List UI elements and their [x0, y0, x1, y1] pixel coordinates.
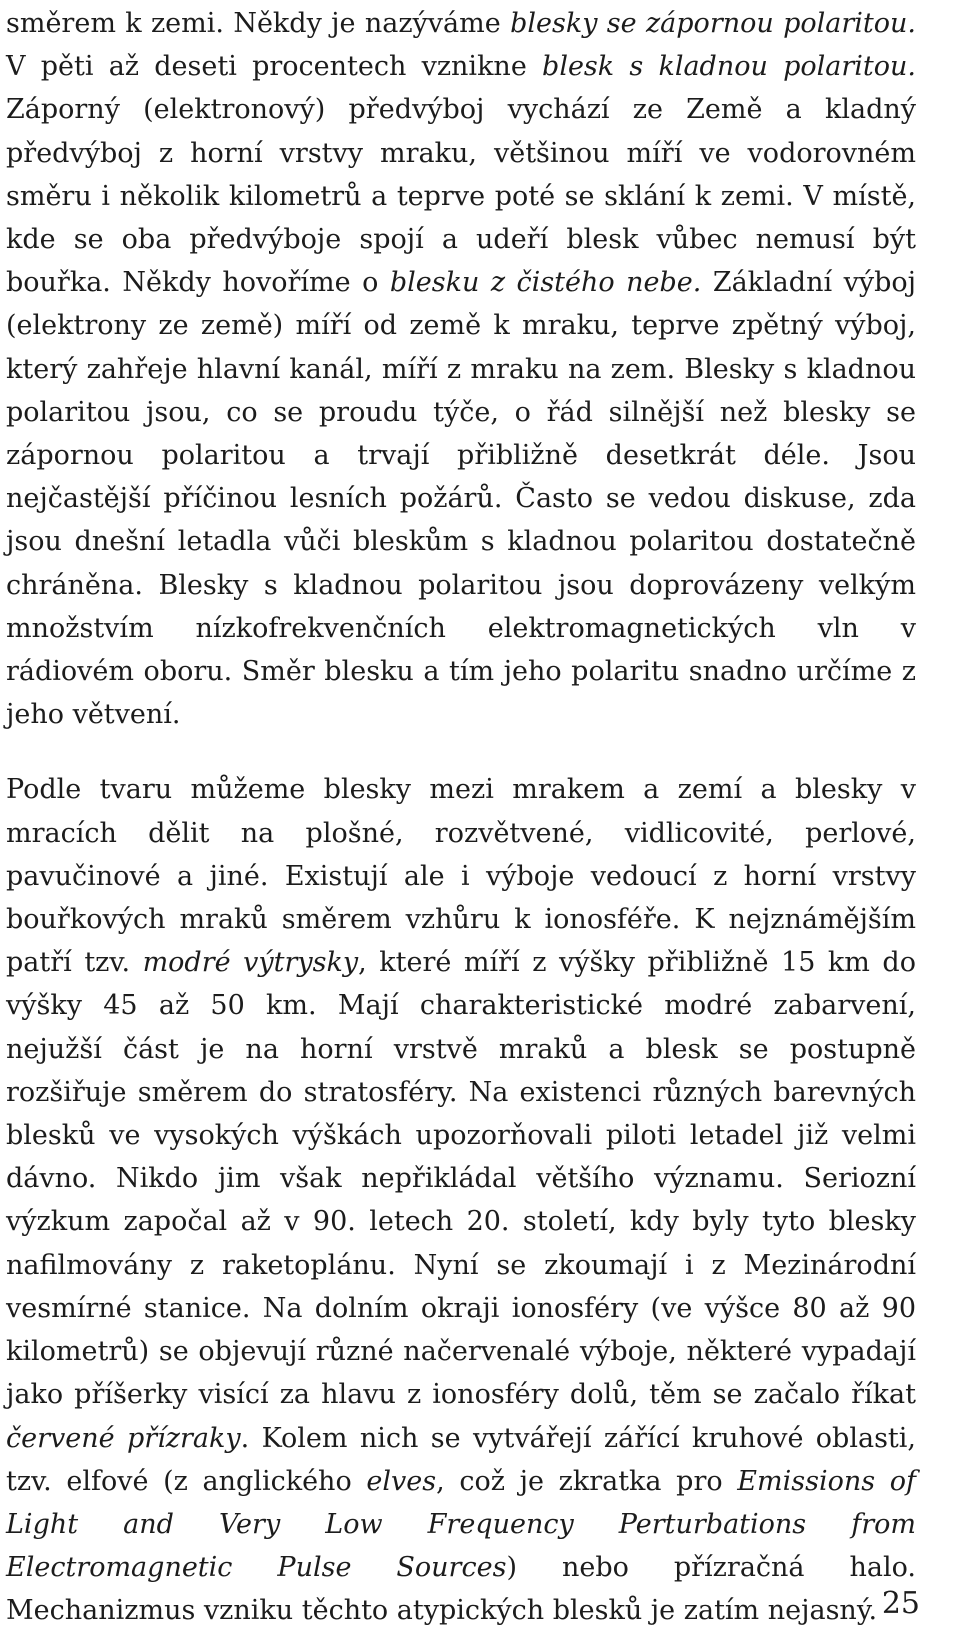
text-run: Záporný (elektronový) předvýboj vychází ze Země a kladný předvýboj z horní vrstvy mraku, většinou míří ve vodorovném směru i několik kilometrů a teprve poté se sklání k zemi. V místě, kde se oba předvýboje spojí a udeří blesk vůbec nemusí být bouřka. Někdy hovoříme o	[6, 94, 916, 299]
italic-term: modré výtrysky	[142, 947, 359, 979]
paragraph-lightning-polarity	[6, 2, 916, 736]
italic-term: elves	[366, 1465, 437, 1497]
text-run: , což je zkratka pro	[436, 1465, 738, 1497]
paragraph-lightning-shapes	[6, 768, 916, 1632]
italic-term: blesku z čistého nebe.	[389, 267, 702, 299]
text-run: směrem k zemi. Někdy je nazýváme	[6, 8, 511, 39]
italic-term: blesk s kladnou polaritou.	[542, 51, 916, 83]
italic-term: blesky se zápornou polaritou.	[510, 8, 916, 39]
text-run: , které míří z výšky přibližně 15 km do výšky 45 až 50 km. Mají charakteristické modré zabarvení, nejužší část je na horní vrstvě mraků a blesk se postupně rozšiřuje směrem do stratosféry. Na existenci různých barevných blesků ve vysokých výškách upozorňovali piloti letadel již velmi dávno. Nikdo jim však nepřikládal většího významu. Seriozní výzkum započal až v 90. letech 20. století, kdy byly tyto blesky nafilmovány z raketoplánu. Nyní se zkoumají i z Mezinárodní vesmírné stanice. Na dolním okraji ionosféry (ve výšce 80 až 90 kilometrů) se objevují různé načervenalé výboje, některé vypadají jako příšerky visící za hlavu z ionosféry dolů, těm se začalo říkat	[6, 947, 916, 1411]
text-run: . Kolem nich se vytvářejí zářící kruhové oblasti, tzv. elfové (z anglického	[6, 1422, 916, 1497]
text-run: V pěti až deseti procentech vznikne	[6, 51, 543, 83]
body-text	[6, 2, 916, 1633]
italic-term: Emissions of Light and Very Low Frequency Perturbations from Electromagnetic Pulse Sources	[6, 1465, 916, 1584]
text-run: Základní výboj (elektrony ze země) míří od země k mraku, teprve zpětný výboj, který zahřeje hlavní kanál, míří z mraku na zem. Blesky s kladnou polaritou jsou, co se proudu týče, o řád silnější než blesky se zápornou polaritou a trvají přibližně desetkrát déle. Jsou nejčastější příčinou lesních požárů. Často se vedou diskuse, zda jsou dnešní letadla vůči bleskům s kladnou polaritou dostatečně chráněna. Blesky s kladnou polaritou jsou doprovázeny velkým množstvím nízkofrekvenčních elektromagnetických vln v rádiovém oboru. Směr blesku a tím jeho polaritu snadno určíme z jeho větvení.	[6, 267, 916, 731]
page-number: 25	[881, 1586, 920, 1621]
italic-term: červené přízraky	[6, 1422, 241, 1454]
text-run: Podle tvaru můžeme blesky mezi mrakem a zemí a blesky v mracích dělit na plošné, rozvětvené, vidlicovité, perlové, pavučinové a jiné. Existují ale i výboje vedoucí z horní vrstvy bouřkových mraků směrem vzhůru k ionosféře. K nejznámějším patří tzv.	[6, 774, 916, 979]
text-run: ) nebo přízračná halo. Mechanizmus vzniku těchto atypických blesků je zatím nejasný.	[6, 1552, 916, 1627]
